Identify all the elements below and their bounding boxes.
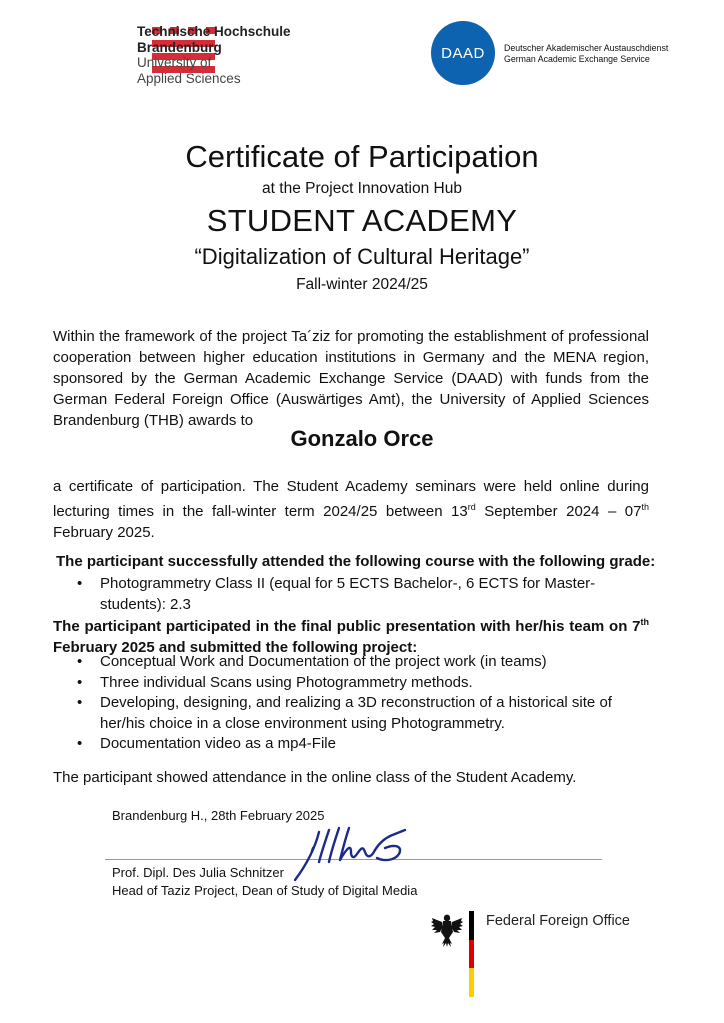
thb-line2: Brandenburg <box>137 39 222 55</box>
attendance-statement: The participant showed attendance in the online class of the Student Academy. <box>53 769 577 786</box>
signatory-role: Head of Taziz Project, Dean of Study of Digital Media <box>112 883 418 898</box>
topic-title: “Digitalization of Cultural Heritage” <box>194 244 530 269</box>
daad-logo-text <box>504 43 668 65</box>
certificate-title: Certificate of Participation <box>185 139 539 174</box>
project-heading-b: February 2025 and submitted the following project: <box>53 639 418 656</box>
thb-logo-text <box>137 24 291 86</box>
recipient-name: Gonzalo Orce <box>290 426 434 451</box>
cert-sup-rd: rd <box>467 502 476 512</box>
signatory-block <box>112 864 417 900</box>
term-label: Fall-winter 2024/25 <box>296 276 428 293</box>
daad-line1: Deutscher Akademischer Austauschdienst <box>504 43 669 53</box>
daad-logo-mark: DAAD <box>431 21 495 85</box>
project-heading-a: The participant participated in the final public presentation with her/his team on 7 <box>53 618 641 635</box>
hub-subtitle: at the Project Innovation Hub <box>262 180 462 197</box>
daad-line2: German Academic Exchange Service <box>504 54 650 64</box>
german-flag-stripe <box>469 911 474 997</box>
certificate-paragraph <box>53 476 649 543</box>
place-date: Brandenburg H., 28th February 2025 <box>112 808 325 823</box>
thb-line1: Technische Hochschule <box>137 24 291 39</box>
cert-text-c: February 2025. <box>53 524 155 541</box>
project-heading-sup: th <box>640 617 649 627</box>
project-item: • Documentation video as a mp4-File <box>77 734 649 755</box>
cert-text-b: September 2024 – 07 <box>475 503 642 520</box>
academy-title: STUDENT ACADEMY <box>206 203 518 238</box>
thb-line4: Applied Sciences <box>137 70 241 86</box>
federal-eagle-icon <box>430 912 464 948</box>
intro-paragraph: Within the framework of the project Ta´ziz for promoting the establishment of professional cooperation between higher education institutions in Germany and the MENA region, sponsored by the German Academic Exchange Service (DAAD) with funds from the German Federal Foreign Office (Auswärtiges Amt), the University of Applied Sciences Brandenburg (THB) awards to <box>53 328 649 429</box>
project-list <box>77 652 649 755</box>
course-heading: The participant successfully attended the following course with the following grade: <box>56 553 656 570</box>
cert-text-a: a certificate of participation. The Student Academy seminars were held online during lecturing times in the fall-winter term 2024/25 between 13 <box>53 478 649 520</box>
federal-foreign-office-label: Federal Foreign Office <box>486 913 630 929</box>
project-item: • Three individual Scans using Photogrammetry methods. <box>77 673 649 694</box>
project-item: • Developing, designing, and realizing a 3D reconstruction of a historical site of her/his choice in a close environment using Photogrammetry. <box>77 693 649 734</box>
thb-line3: University of <box>137 55 212 70</box>
cert-sup-th: th <box>641 502 649 512</box>
signatory-name: Prof. Dipl. Des Julia Schnitzer <box>112 865 284 880</box>
course-list <box>77 574 649 615</box>
course-item: • Photogrammetry Class II (equal for 5 ECTS Bachelor-, 6 ECTS for Master-students): 2.3 <box>77 574 649 615</box>
project-item: • Conceptual Work and Documentation of the project work (in teams) <box>77 652 649 673</box>
